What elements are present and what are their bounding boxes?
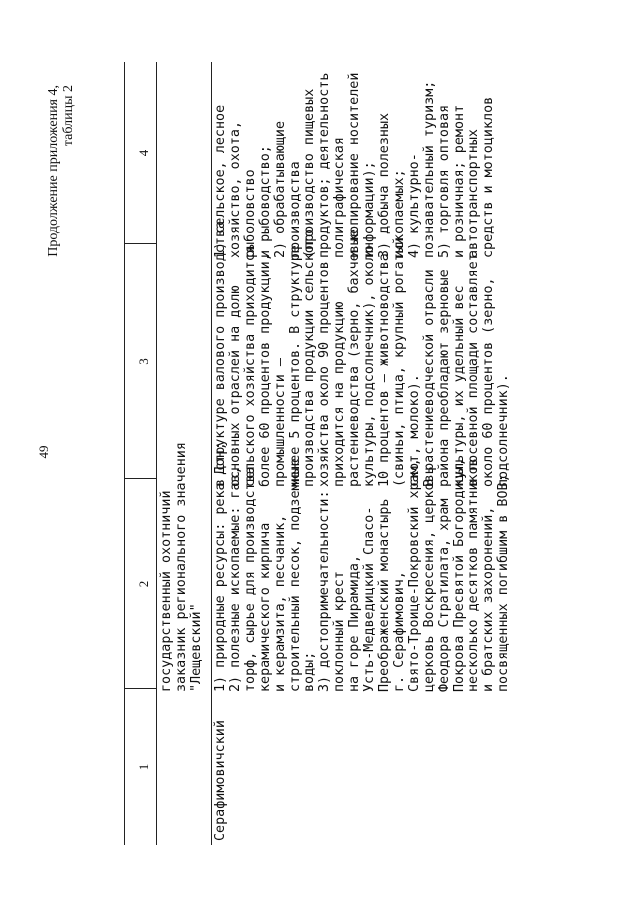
district-name: Серафимовичский (213, 720, 228, 841)
table-header-bottom-border (156, 62, 157, 845)
continuation-title: Продолжение приложения 4, (46, 85, 61, 257)
column-number-1: 1 (136, 763, 151, 771)
column-number-4: 4 (136, 149, 151, 157)
continuation-heading (46, 85, 76, 405)
table-top-border (124, 62, 125, 845)
continuation-subtitle: таблицы 2 (61, 85, 76, 147)
column-number-2: 2 (136, 580, 151, 588)
page-number: 49 (36, 445, 51, 459)
col2-resources: 1) природные ресурсы: река Дон; 2) полезные ископаемые: газ, торф, сырье для производства керамического кирпича и керамзита, песчаник, строительный песок, подземные воды; 3) достопримечательности: поклонный крест на горе Пирамида, Усть-Медведицкий Спасо- Преображенский монастырь г. Серафимович, Свято-Троице-Покровский храм, церковь Воскресения, церковь Феодора Стратилата, храм Покрова Пресвятой Богородицы, несколько десятков памятников и братских захоронений, посвященных погибшим в ВОВ; (213, 442, 512, 692)
col2-top-fragment: государственный охотничий заказник регионального значения "Лещевский" (159, 442, 204, 692)
row-separator (211, 62, 212, 845)
column-number-3: 3 (136, 358, 151, 365)
col4-development-directions: 1) сельское, лесное хозяйство, охота, рыболовство и рыбоводство; 2) обрабатывающие производства (производство пищевых продуктов; деятельность полиграфическая и копирование носителей информации); 3) добыча полезных ископаемых; 4) культурно- познавательный туризм; 5) торговля оптовая и розничная; ремонт автотранспортных средств и мотоциклов (213, 72, 497, 258)
col3-economy-structure: в структуре валового производства основных отраслей на долю сельского хозяйства приходится более 60 процентов продукции, промышленности – менее 5 процентов. В структуре производства продукции сельского хозяйства около 90 процентов приходится на продукцию растениеводства (зерно, бахчевые культуры, подсолнечник), около 10 процентов – животноводства (свиньи, птица, крупный рогатый скот, молоко). В растениеводческой отрасли района преобладают зерновые культуры, их удельный вес в посевной площади составляет около 60 процентов (зерно, подсолнечник). (213, 220, 512, 487)
